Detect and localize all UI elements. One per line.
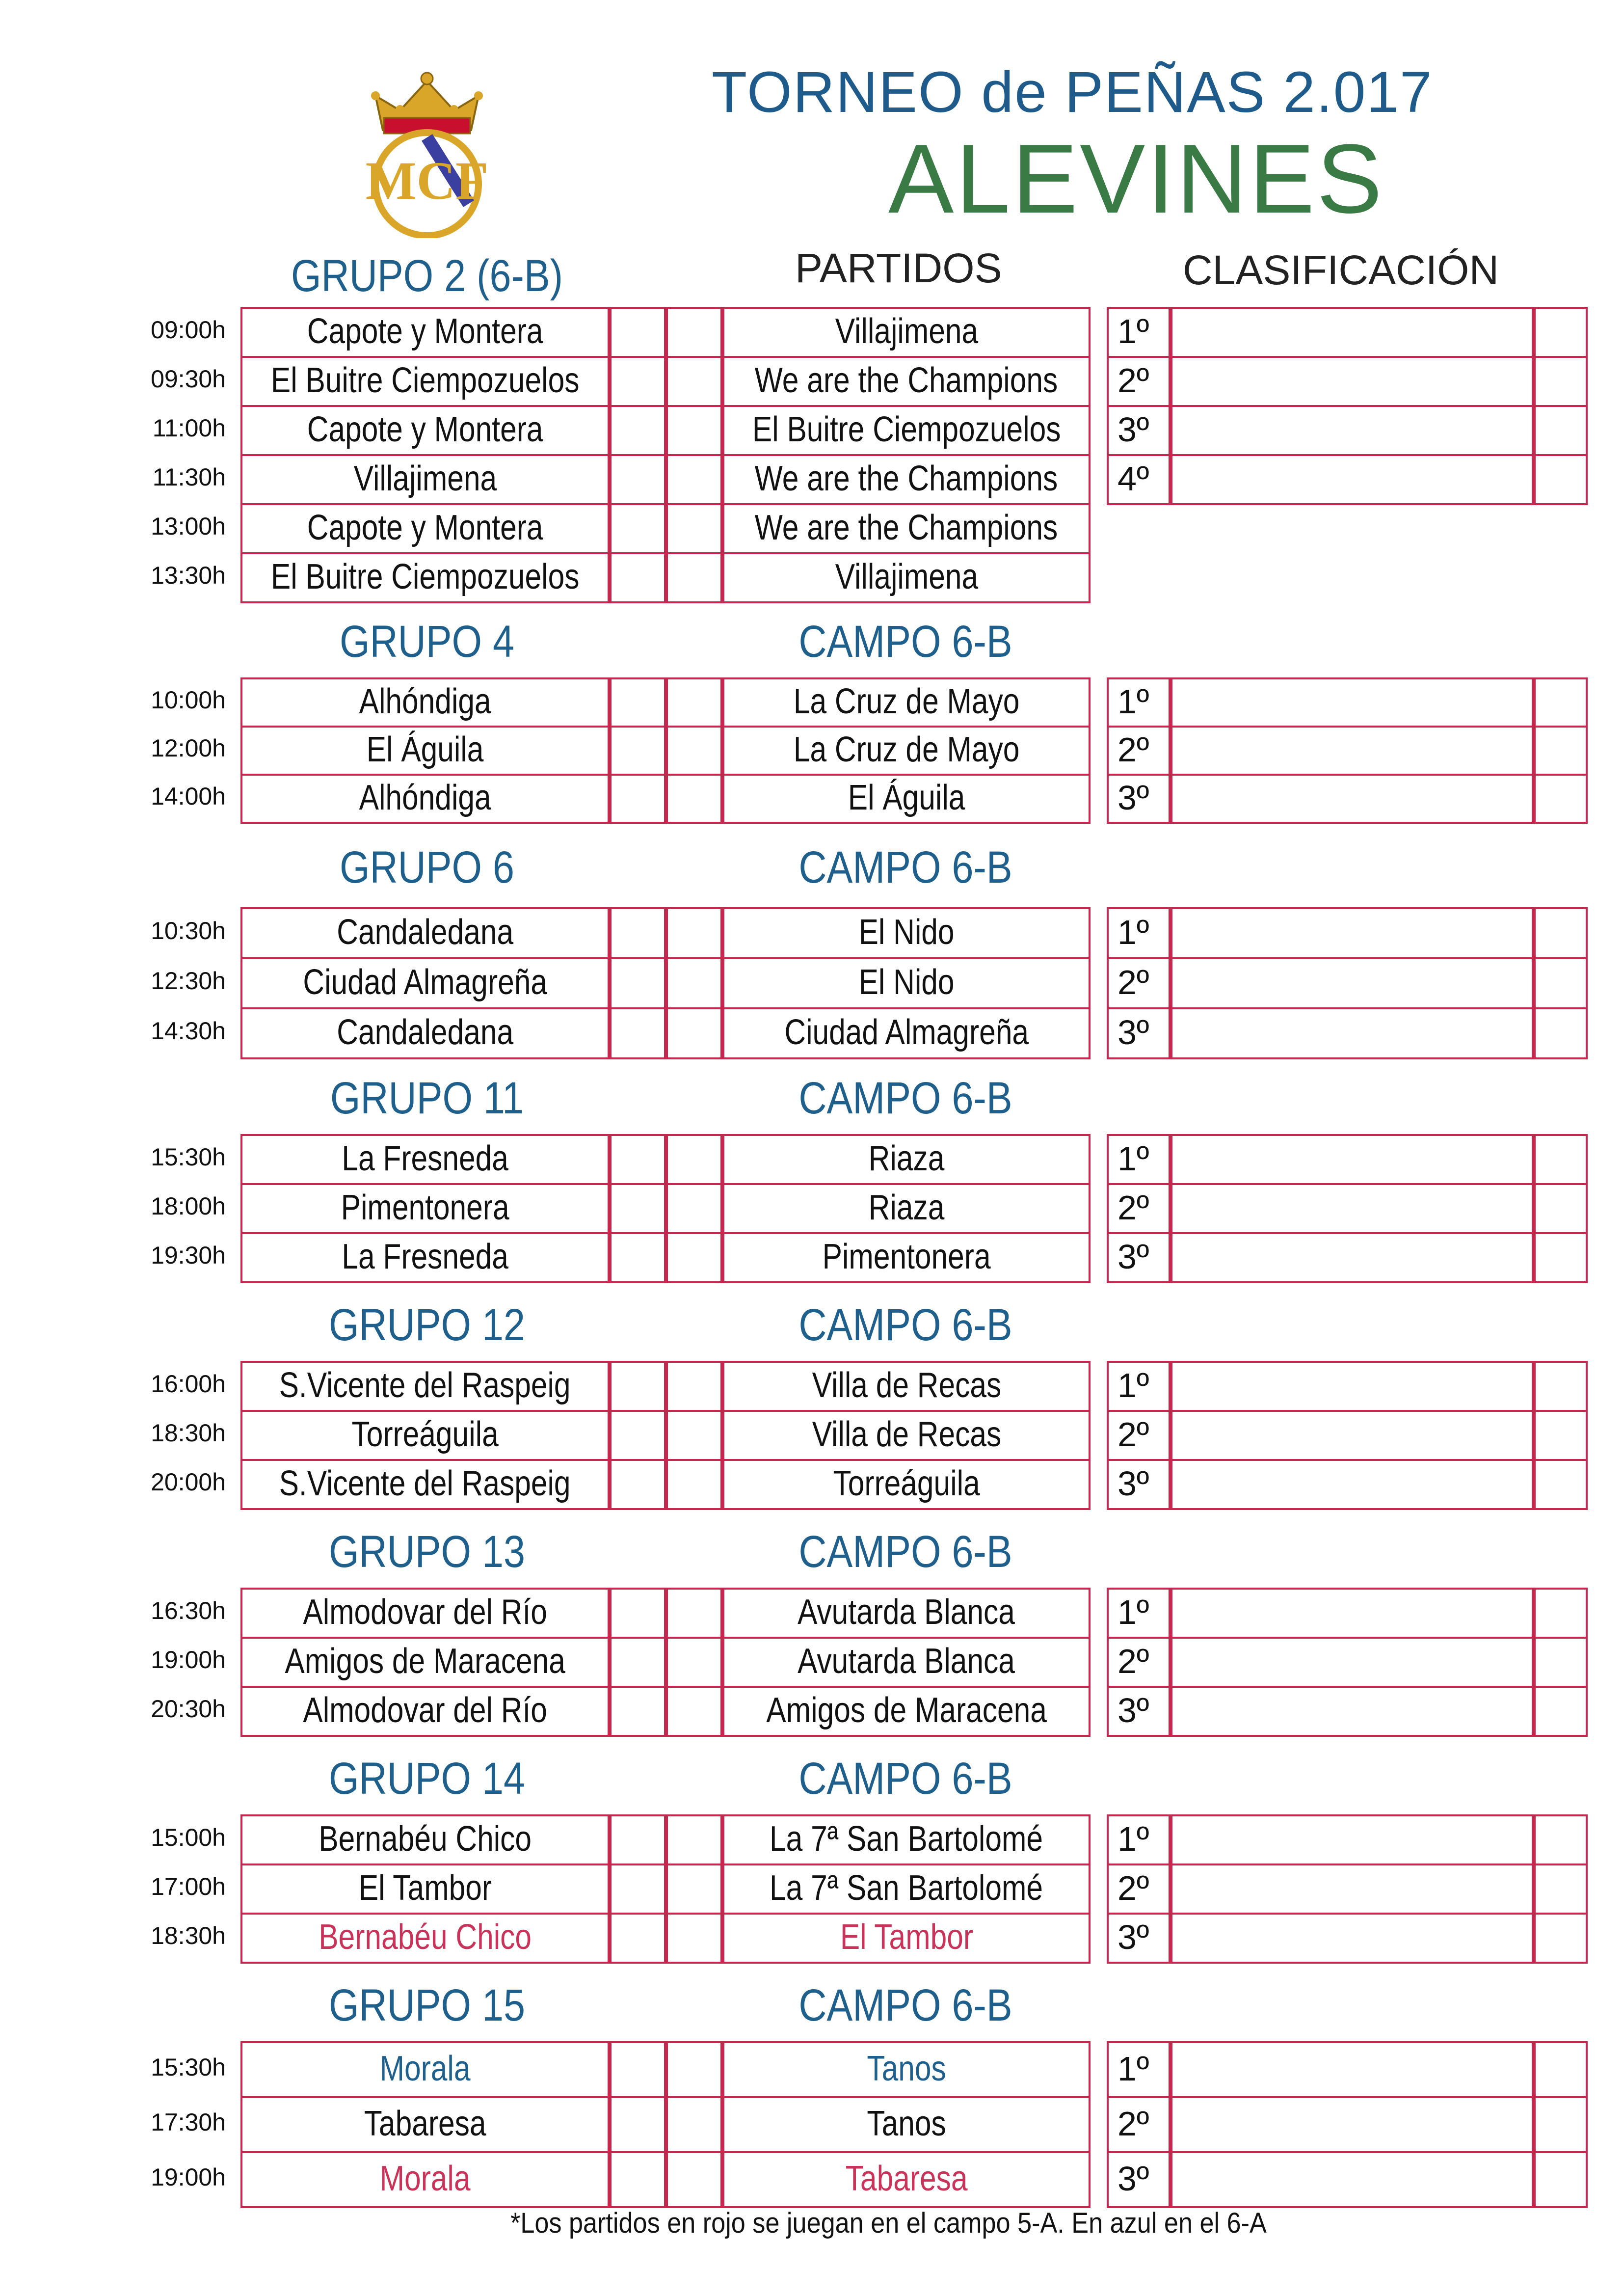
score-away-cell[interactable] <box>666 726 722 776</box>
home-team: Capote y Montera <box>307 410 543 449</box>
standing-points-cell[interactable] <box>1534 2041 1588 2098</box>
away-team: We are the Champions <box>755 361 1058 400</box>
group-title: GRUPO 6 <box>339 842 515 892</box>
away-team: La 7ª San Bartolomé <box>770 1819 1043 1859</box>
score-home-cell[interactable] <box>610 503 666 554</box>
away-team: Tanos <box>867 2049 946 2088</box>
score-away-cell[interactable] <box>666 1183 722 1234</box>
standing-points-cell[interactable] <box>1534 356 1588 407</box>
standing-team-cell[interactable] <box>1171 454 1534 505</box>
away-team: El Nido <box>858 913 955 952</box>
away-team: We are the Champions <box>755 508 1058 547</box>
away-team: Avutarda Blanca <box>798 1642 1015 1681</box>
standing-points-cell[interactable] <box>1534 1361 1588 1412</box>
standing-position-label: 3º <box>1117 2160 1149 2198</box>
group-title: GRUPO 14 <box>328 1754 526 1804</box>
standing-team-cell[interactable] <box>1171 907 1534 959</box>
score-home-cell[interactable] <box>610 307 666 358</box>
home-team: Almodovar del Río <box>303 1593 547 1632</box>
match-time: 16:30h <box>151 1597 226 1624</box>
score-home-cell[interactable] <box>610 677 666 728</box>
standing-points-cell[interactable] <box>1534 1864 1588 1915</box>
score-home-cell[interactable] <box>610 1814 666 1865</box>
standing-position-label: 4º <box>1117 459 1149 498</box>
score-home-cell[interactable] <box>610 454 666 505</box>
score-away-cell[interactable] <box>666 1361 722 1412</box>
match-time: 17:30h <box>151 2108 226 2136</box>
campo-label: CAMPO 6-B <box>798 1300 1012 1350</box>
away-team: Riaza <box>868 1188 945 1227</box>
match-time: 09:00h <box>151 316 226 344</box>
standing-team-cell[interactable] <box>1171 1134 1534 1185</box>
standing-points-cell[interactable] <box>1534 774 1588 824</box>
score-home-cell[interactable] <box>610 356 666 407</box>
standing-points-cell[interactable] <box>1534 2151 1588 2208</box>
home-team: Alhóndiga <box>359 682 491 721</box>
match-time: 20:30h <box>151 1695 226 1723</box>
score-home-cell[interactable] <box>610 1864 666 1915</box>
home-team: Pimentonera <box>341 1188 509 1227</box>
away-team: La Cruz de Mayo <box>793 682 1020 721</box>
standing-team-cell[interactable] <box>1171 1637 1534 1688</box>
score-home-cell[interactable] <box>610 2041 666 2098</box>
home-team: El Buitre Ciempozuelos <box>270 361 580 400</box>
standing-points-cell[interactable] <box>1534 1134 1588 1185</box>
away-team: Torreáguila <box>833 1464 980 1503</box>
standing-position-label: 2º <box>1117 963 1149 1001</box>
home-team: S.Vicente del Raspeig <box>279 1366 571 1405</box>
match-time: 11:00h <box>152 414 226 442</box>
standing-position-label: 2º <box>1117 2105 1149 2143</box>
campo-label: CAMPO 6-B <box>798 1527 1012 1577</box>
standing-team-cell[interactable] <box>1171 1007 1534 1059</box>
score-away-cell[interactable] <box>666 1232 722 1283</box>
standing-team-cell[interactable] <box>1171 1459 1534 1510</box>
home-team: Amigos de Maracena <box>285 1642 565 1681</box>
standing-team-cell[interactable] <box>1171 677 1534 728</box>
score-home-cell[interactable] <box>610 1007 666 1059</box>
score-away-cell[interactable] <box>666 307 722 358</box>
match-time: 09:30h <box>151 365 226 393</box>
standing-points-cell[interactable] <box>1534 1183 1588 1234</box>
match-time: 19:00h <box>151 1646 226 1674</box>
home-team: Morala <box>379 2159 471 2198</box>
standing-points-cell[interactable] <box>1534 907 1588 959</box>
score-home-cell[interactable] <box>610 1459 666 1510</box>
match-time: 15:00h <box>151 1824 226 1851</box>
home-team: La Fresneda <box>342 1237 508 1276</box>
standing-team-cell[interactable] <box>1171 1410 1534 1461</box>
standing-position-label: 1º <box>1117 2050 1149 2088</box>
campo-label: CAMPO 6-B <box>798 617 1012 667</box>
away-team: Ciudad Almagreña <box>784 1013 1029 1052</box>
away-team: Amigos de Maracena <box>766 1691 1047 1730</box>
standing-position-label: 1º <box>1117 312 1149 351</box>
score-away-cell[interactable] <box>666 2096 722 2153</box>
home-team: Tabaresa <box>364 2104 486 2143</box>
score-away-cell[interactable] <box>666 907 722 959</box>
score-home-cell[interactable] <box>610 552 666 603</box>
standing-position-label: 3º <box>1117 1464 1149 1503</box>
match-time: 15:30h <box>151 2053 226 2081</box>
score-away-cell[interactable] <box>666 1637 722 1688</box>
home-team: Almodovar del Río <box>303 1691 547 1730</box>
score-away-cell[interactable] <box>666 2151 722 2208</box>
away-team: Tabaresa <box>845 2159 968 2198</box>
home-team: Torreáguila <box>351 1415 499 1454</box>
match-time: 11:30h <box>152 463 226 491</box>
svg-text:MCF: MCF <box>365 151 489 211</box>
standing-position-label: 1º <box>1117 1139 1149 1178</box>
score-home-cell[interactable] <box>610 2096 666 2153</box>
score-away-cell[interactable] <box>666 356 722 407</box>
standing-points-cell[interactable] <box>1534 1588 1588 1639</box>
standing-team-cell[interactable] <box>1171 1588 1534 1639</box>
away-team: El Buitre Ciempozuelos <box>752 410 1061 449</box>
match-time: 16:00h <box>151 1370 226 1398</box>
group-title: GRUPO 13 <box>328 1527 526 1577</box>
match-time: 14:00h <box>151 783 226 810</box>
standing-position-label: 3º <box>1117 410 1149 449</box>
standing-team-cell[interactable] <box>1171 1814 1534 1865</box>
standing-points-cell[interactable] <box>1534 1007 1588 1059</box>
match-time: 19:30h <box>151 1242 226 1269</box>
score-home-cell[interactable] <box>610 774 666 824</box>
standing-position-label: 2º <box>1117 1189 1149 1227</box>
away-team: La 7ª San Bartolomé <box>770 1868 1043 1908</box>
score-away-cell[interactable] <box>666 454 722 505</box>
score-away-cell[interactable] <box>666 677 722 728</box>
home-team: Bernabéu Chico <box>319 1819 532 1859</box>
away-team: Avutarda Blanca <box>798 1593 1015 1632</box>
standing-team-cell[interactable] <box>1171 1864 1534 1915</box>
campo-label: CAMPO 6-B <box>798 842 1012 892</box>
home-team: Candaledana <box>337 913 513 952</box>
standing-team-cell[interactable] <box>1171 2151 1534 2208</box>
away-team: Pimentonera <box>822 1237 991 1276</box>
match-time: 15:30h <box>151 1143 226 1171</box>
home-team: Capote y Montera <box>307 508 543 547</box>
home-team: Bernabéu Chico <box>319 1918 532 1957</box>
away-team: Villa de Recas <box>812 1415 1001 1454</box>
footnote: *Los partidos en rojo se juegan en el campo 5-A. En azul en el 6-A <box>510 2207 1267 2239</box>
standing-position-label: 3º <box>1117 1691 1149 1729</box>
standing-points-cell[interactable] <box>1534 1686 1588 1737</box>
score-home-cell[interactable] <box>610 1134 666 1185</box>
standing-team-cell[interactable] <box>1171 726 1534 776</box>
standing-position-label: 1º <box>1117 682 1149 721</box>
match-time: 18:30h <box>151 1419 226 1447</box>
standing-position-label: 2º <box>1117 1415 1149 1454</box>
away-team: Villa de Recas <box>812 1366 1001 1405</box>
score-home-cell[interactable] <box>610 405 666 456</box>
standing-position-label: 2º <box>1117 730 1149 769</box>
away-team: El Águila <box>848 778 965 817</box>
standing-points-cell[interactable] <box>1534 1913 1588 1964</box>
campo-label: CAMPO 6-B <box>798 1073 1012 1123</box>
standing-points-cell[interactable] <box>1534 307 1588 358</box>
home-team: Morala <box>379 2049 471 2088</box>
standing-position-label: 3º <box>1117 779 1149 817</box>
home-team: Capote y Montera <box>307 312 543 351</box>
standing-team-cell[interactable] <box>1171 957 1534 1009</box>
score-away-cell[interactable] <box>666 1007 722 1059</box>
standing-points-cell[interactable] <box>1534 1814 1588 1865</box>
match-time: 19:00h <box>151 2163 226 2191</box>
home-team: Candaledana <box>337 1013 513 1052</box>
standing-position-label: 3º <box>1117 1013 1149 1052</box>
home-team: S.Vicente del Raspeig <box>279 1464 571 1503</box>
standing-position-label: 2º <box>1117 361 1149 400</box>
score-home-cell[interactable] <box>610 726 666 776</box>
standing-team-cell[interactable] <box>1171 356 1534 407</box>
standing-position-label: 1º <box>1117 913 1149 951</box>
standing-team-cell[interactable] <box>1171 774 1534 824</box>
home-team: El Buitre Ciempozuelos <box>270 557 580 596</box>
standing-points-cell[interactable] <box>1534 1459 1588 1510</box>
score-away-cell[interactable] <box>666 405 722 456</box>
score-away-cell[interactable] <box>666 1686 722 1737</box>
home-team: Villajimena <box>353 459 497 498</box>
standing-position-label: 1º <box>1117 1820 1149 1858</box>
standing-team-cell[interactable] <box>1171 1913 1534 1964</box>
match-time: 17:00h <box>151 1873 226 1900</box>
away-team: Riaza <box>868 1139 945 1178</box>
standing-points-cell[interactable] <box>1534 957 1588 1009</box>
standing-position-label: 2º <box>1117 1642 1149 1680</box>
match-time: 14:30h <box>151 1017 226 1045</box>
away-team: Tanos <box>867 2104 946 2143</box>
away-team: El Tambor <box>840 1918 973 1957</box>
group-title: GRUPO 15 <box>328 1980 526 2030</box>
standing-team-cell[interactable] <box>1171 405 1534 456</box>
score-away-cell[interactable] <box>666 774 722 824</box>
match-time: 18:30h <box>151 1922 226 1949</box>
away-team: La Cruz de Mayo <box>793 730 1020 769</box>
standing-points-cell[interactable] <box>1534 1410 1588 1461</box>
group-title: GRUPO 4 <box>339 617 515 667</box>
category-title: ALEVINES <box>888 124 1384 234</box>
score-away-cell[interactable] <box>666 552 722 603</box>
away-team: El Nido <box>858 963 955 1002</box>
standing-team-cell[interactable] <box>1171 1183 1534 1234</box>
standing-team-cell[interactable] <box>1171 2096 1534 2153</box>
standing-position-label: 2º <box>1117 1869 1149 1907</box>
score-home-cell[interactable] <box>610 1361 666 1412</box>
score-away-cell[interactable] <box>666 1814 722 1865</box>
home-team: El Águila <box>366 730 484 769</box>
score-home-cell[interactable] <box>610 1232 666 1283</box>
score-away-cell[interactable] <box>666 1864 722 1915</box>
standing-points-cell[interactable] <box>1534 1232 1588 1283</box>
standing-points-cell[interactable] <box>1534 405 1588 456</box>
score-away-cell[interactable] <box>666 503 722 554</box>
match-time: 12:00h <box>151 734 226 762</box>
match-time: 12:30h <box>151 967 226 995</box>
score-home-cell[interactable] <box>610 2151 666 2208</box>
score-home-cell[interactable] <box>610 1410 666 1461</box>
away-team: Villajimena <box>835 557 978 596</box>
score-away-cell[interactable] <box>666 2041 722 2098</box>
standing-points-cell[interactable] <box>1534 1637 1588 1688</box>
match-time: 10:30h <box>151 917 226 945</box>
score-home-cell[interactable] <box>610 907 666 959</box>
match-time: 13:30h <box>151 562 226 589</box>
score-away-cell[interactable] <box>666 1134 722 1185</box>
standing-position-label: 1º <box>1117 1593 1149 1631</box>
match-time: 20:00h <box>151 1468 226 1496</box>
standing-position-label: 3º <box>1117 1238 1149 1276</box>
score-away-cell[interactable] <box>666 1913 722 1964</box>
standing-points-cell[interactable] <box>1534 454 1588 505</box>
score-home-cell[interactable] <box>610 1686 666 1737</box>
campo-label: CAMPO 6-B <box>798 1980 1012 2030</box>
standing-team-cell[interactable] <box>1171 1361 1534 1412</box>
tournament-title: TORNEO de PEÑAS 2.017 <box>712 60 1433 125</box>
away-team: We are the Champions <box>755 459 1058 498</box>
group-title: GRUPO 12 <box>328 1300 526 1350</box>
partidos-header: PARTIDOS <box>795 245 1002 291</box>
standing-team-cell[interactable] <box>1171 307 1534 358</box>
score-home-cell[interactable] <box>610 1637 666 1688</box>
standing-points-cell[interactable] <box>1534 726 1588 776</box>
home-team: Ciudad Almagreña <box>303 963 547 1002</box>
clasificacion-header: CLASIFICACIÓN <box>1183 247 1499 293</box>
score-home-cell[interactable] <box>610 1913 666 1964</box>
standing-team-cell[interactable] <box>1171 2041 1534 2098</box>
score-away-cell[interactable] <box>666 1588 722 1639</box>
campo-label: CAMPO 6-B <box>798 1754 1012 1804</box>
score-away-cell[interactable] <box>666 957 722 1009</box>
score-home-cell[interactable] <box>610 1183 666 1234</box>
standing-points-cell[interactable] <box>1534 677 1588 728</box>
home-team: Alhóndiga <box>359 778 491 817</box>
standing-position-label: 1º <box>1117 1366 1149 1405</box>
home-team: El Tambor <box>358 1868 492 1908</box>
score-away-cell[interactable] <box>666 1459 722 1510</box>
away-team: Villajimena <box>835 312 978 351</box>
home-team: La Fresneda <box>342 1139 508 1178</box>
match-time: 18:00h <box>151 1192 226 1220</box>
standing-team-cell[interactable] <box>1171 1686 1534 1737</box>
match-time: 10:00h <box>151 686 226 714</box>
score-away-cell[interactable] <box>666 1410 722 1461</box>
group-title: GRUPO 2 (6-B) <box>291 251 563 301</box>
score-home-cell[interactable] <box>610 957 666 1009</box>
standing-position-label: 3º <box>1117 1918 1149 1956</box>
score-home-cell[interactable] <box>610 1588 666 1639</box>
standing-team-cell[interactable] <box>1171 1232 1534 1283</box>
standing-points-cell[interactable] <box>1534 2096 1588 2153</box>
group-title: GRUPO 11 <box>330 1073 524 1123</box>
match-time: 13:00h <box>151 513 226 540</box>
club-crest-logo <box>353 56 501 238</box>
